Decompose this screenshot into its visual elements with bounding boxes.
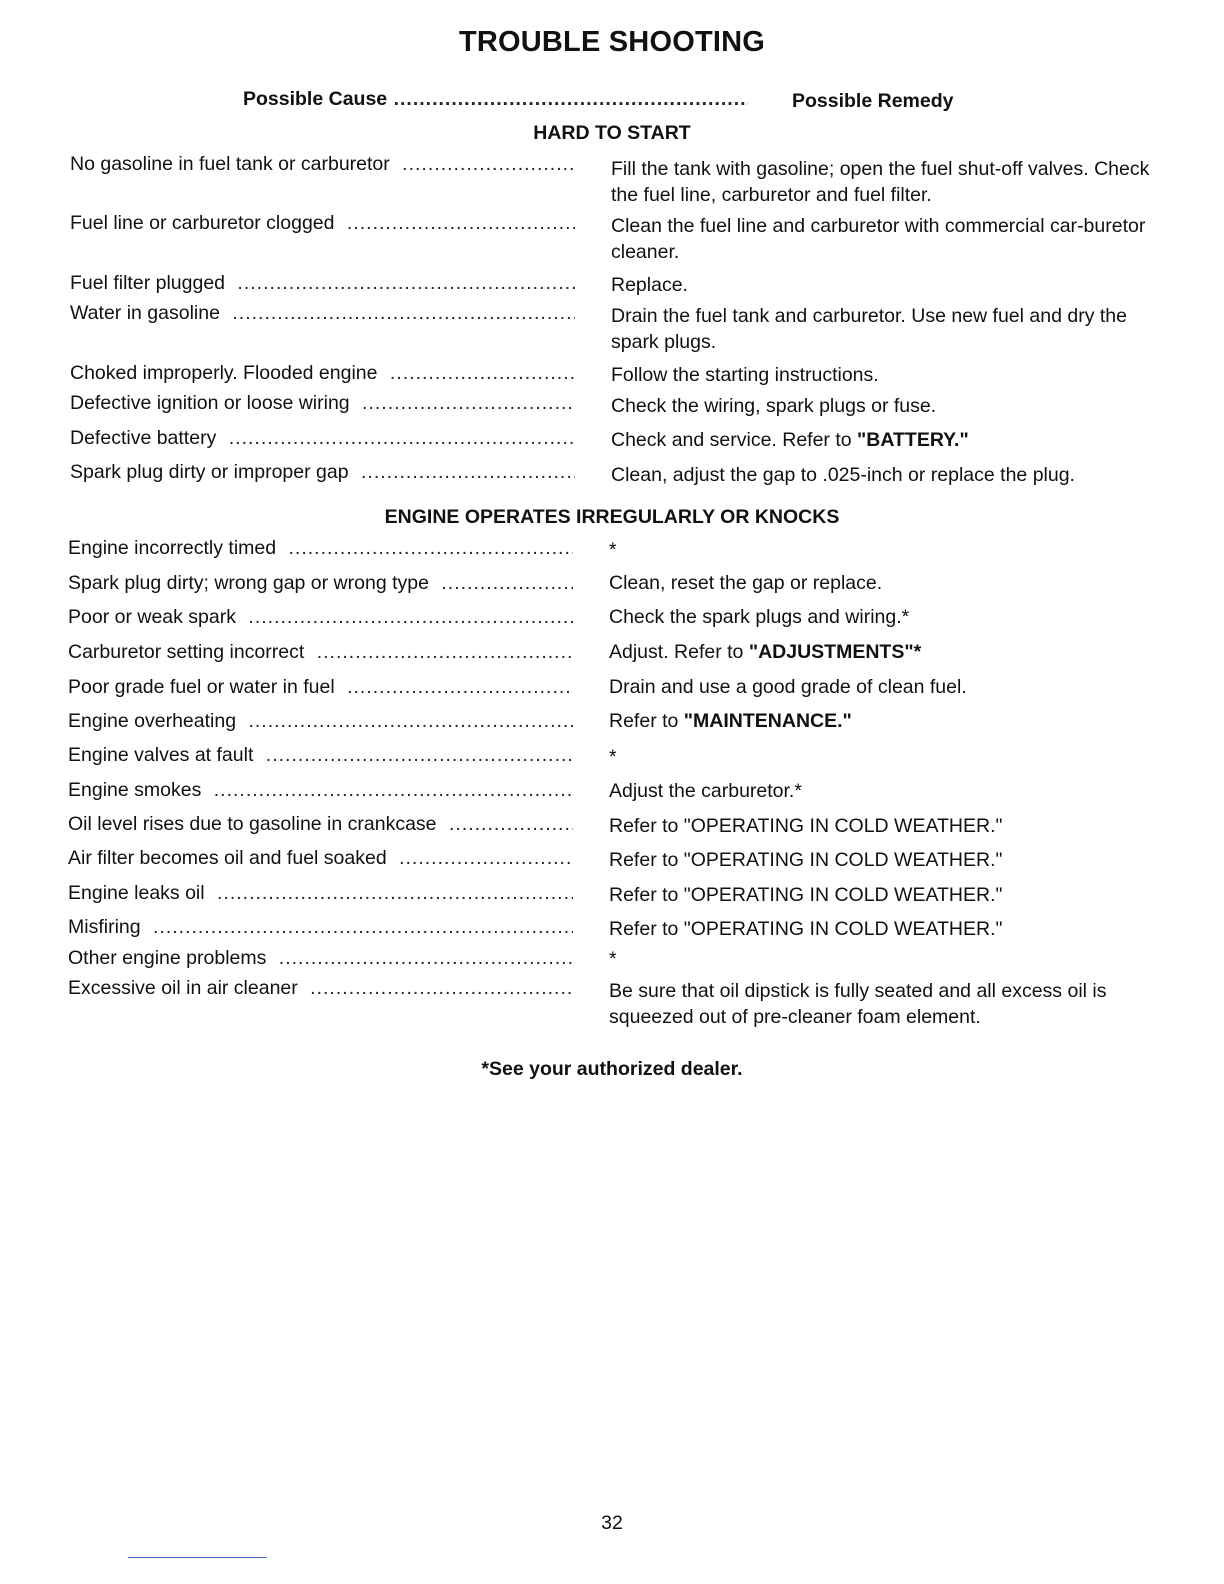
cause-cell: Poor or weak spark ..... bbox=[68, 604, 573, 630]
cause-cell: Defective ignition or loose wiring ..... bbox=[70, 390, 575, 416]
cause-cell: No gasoline in fuel tank or carburetor ..... bbox=[70, 151, 575, 177]
cause-cell: Misfiring ..... bbox=[68, 914, 573, 940]
remedy-cell: Replace. bbox=[611, 274, 688, 296]
cause-cell: Engine smokes ..... bbox=[68, 777, 573, 803]
remedy-cell: Clean the fuel line and carburetor with commercial car-buretor cleaner. bbox=[611, 215, 1146, 263]
cause-cell: Other engine problems ..... bbox=[68, 945, 573, 971]
cause-cell: Fuel line or carburetor clogged ..... bbox=[70, 210, 575, 236]
cause-cell: Oil level rises due to gasoline in crankcase ..... bbox=[68, 811, 573, 837]
cause-cell: Excessive oil in air cleaner ..... bbox=[68, 975, 573, 1001]
cause-cell: Water in gasoline ..... bbox=[70, 300, 575, 326]
remedy-cell: Drain and use a good grade of clean fuel. bbox=[609, 676, 967, 698]
cause-cell: Fuel filter plugged ..... bbox=[70, 270, 575, 296]
cause-cell: Choked improperly. Flooded engine ..... bbox=[70, 360, 575, 386]
section-heading-hard-to-start: HARD TO START bbox=[533, 122, 691, 144]
cause-cell: Engine incorrectly timed ..... bbox=[68, 535, 573, 561]
remedy-cell: Drain the fuel tank and carburetor. Use new fuel and dry the spark plugs. bbox=[611, 305, 1127, 353]
cause-cell: Defective battery ..... bbox=[70, 425, 575, 451]
remedy-cell: Clean, adjust the gap to .025-inch or replace the plug. bbox=[611, 464, 1075, 486]
cause-cell: Engine leaks oil ..... bbox=[68, 880, 573, 906]
column-header-cause: Possible Cause ..... bbox=[243, 86, 748, 112]
scan-mark-line bbox=[128, 1557, 267, 1558]
remedy-cell: Check the wiring, spark plugs or fuse. bbox=[611, 395, 937, 417]
cause-cell: Carburetor setting incorrect ..... bbox=[68, 639, 573, 665]
remedy-cell: Be sure that oil dipstick is fully seated and all excess oil is squeezed out of pre-cleaner foam element. bbox=[609, 980, 1107, 1028]
remedy-cell: Check the spark plugs and wiring.* bbox=[609, 606, 910, 628]
remedy-cell: Follow the starting instructions. bbox=[611, 364, 879, 386]
page-title: TROUBLE SHOOTING bbox=[458, 26, 766, 58]
remedy-cell: Check and service. Refer to "BATTERY." bbox=[611, 429, 969, 451]
remedy-cell: Clean, reset the gap or replace. bbox=[609, 572, 883, 594]
remedy-cell: Fill the tank with gasoline; open the fuel shut-off valves. Check the fuel line, carburetor and fuel filter. bbox=[611, 158, 1150, 206]
remedy-cell: Refer to "OPERATING IN COLD WEATHER." bbox=[609, 918, 1003, 940]
remedy-cell: * bbox=[609, 746, 617, 768]
remedy-cell: Adjust the carburetor.* bbox=[609, 780, 802, 802]
cause-cell: Spark plug dirty or improper gap ..... bbox=[70, 459, 575, 485]
remedy-cell: Adjust. Refer to "ADJUSTMENTS"* bbox=[609, 641, 922, 663]
remedy-cell: * bbox=[609, 539, 617, 561]
cause-cell: Engine valves at fault ..... bbox=[68, 742, 573, 768]
remedy-cell: * bbox=[609, 948, 617, 970]
cause-cell: Spark plug dirty; wrong gap or wrong type ..... bbox=[68, 570, 573, 596]
remedy-cell: Refer to "MAINTENANCE." bbox=[609, 710, 852, 732]
remedy-cell: Refer to "OPERATING IN COLD WEATHER." bbox=[609, 884, 1003, 906]
cause-cell: Poor grade fuel or water in fuel ..... bbox=[68, 674, 573, 700]
column-header-remedy: Possible Remedy bbox=[792, 90, 954, 112]
footnote: *See your authorized dealer. bbox=[481, 1058, 743, 1080]
remedy-cell: Refer to "OPERATING IN COLD WEATHER." bbox=[609, 849, 1003, 871]
cause-cell: Air filter becomes oil and fuel soaked ..... bbox=[68, 845, 573, 871]
cause-cell: Engine overheating ..... bbox=[68, 708, 573, 734]
remedy-cell: Refer to "OPERATING IN COLD WEATHER." bbox=[609, 815, 1003, 837]
section-heading-engine-irregular: ENGINE OPERATES IRREGULARLY OR KNOCKS bbox=[384, 506, 840, 528]
page-number: 32 bbox=[601, 1512, 623, 1534]
